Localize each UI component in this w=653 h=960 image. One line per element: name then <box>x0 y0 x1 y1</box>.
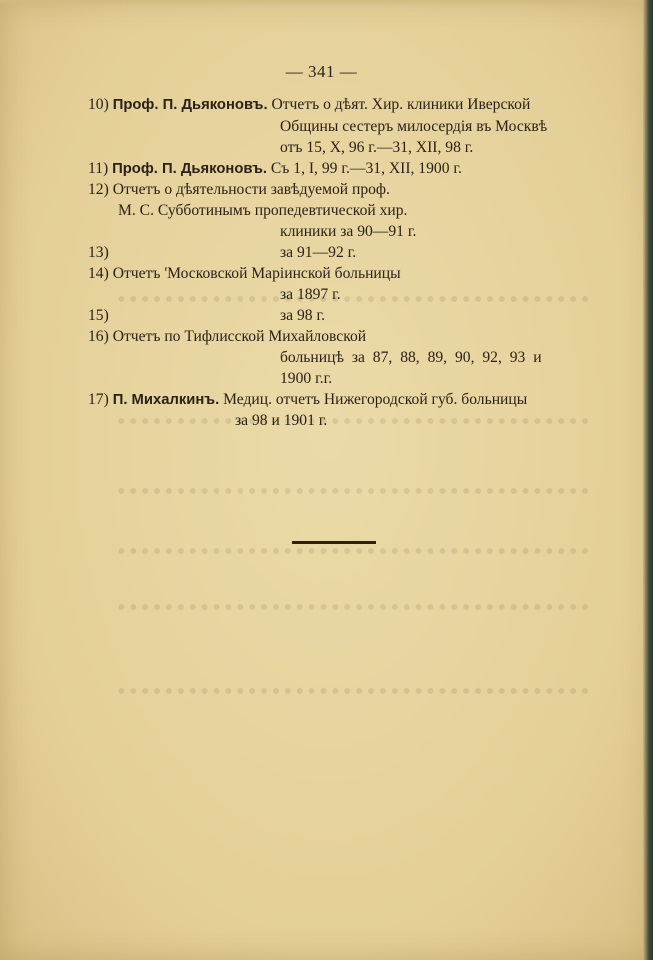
entry-text: Отчетъ по Тифлисской Михайловской <box>112 328 367 345</box>
entry-text: за 1897 г. <box>280 286 341 303</box>
entry-text: больницѣ за 87, 88, 89, 90, 92, 93 и <box>280 349 542 366</box>
entry-17-first-line <box>88 390 527 410</box>
entry-text: Отчетъ 'Московской Маріинской больницы <box>112 265 401 282</box>
entry-text: за 98 и 1901 г. <box>235 412 328 429</box>
entry-text: Отчетъ о дѣят. Хир. клиники Иверской <box>271 96 531 113</box>
entry-text: отъ 15, X, 96 г.—31, XII, 98 г. <box>280 139 474 156</box>
entry-14-first-line <box>88 264 401 284</box>
entry-text: Съ 1, I, 99 г.—31, XII, 1900 г. <box>270 160 462 177</box>
entry-11-first-line <box>88 159 462 179</box>
entry-text: за 98 г. <box>280 307 326 324</box>
entry-text: клиники за 90—91 г. <box>280 223 417 240</box>
entry-number: 14) <box>88 265 109 282</box>
page-number: — 341 — <box>285 62 358 81</box>
entry-12-first-line <box>88 180 390 200</box>
entry-number: 11) <box>88 160 109 177</box>
entry-number: 13) <box>88 244 109 261</box>
entry-number: 16) <box>88 328 109 345</box>
entry-number: 12) <box>88 181 109 198</box>
entry-number: 17) <box>88 391 109 408</box>
entry-text: Общины сестеръ милосердія въ Москвѣ <box>280 118 548 135</box>
page-top-edge <box>0 0 653 6</box>
entry-16-first-line <box>88 327 366 347</box>
entry-text: Медиц. отчетъ Нижегородской губ. больницы <box>223 391 528 408</box>
entry-text: Отчетъ о дѣятельности завѣдуемой проф. <box>112 181 390 198</box>
entry-author: П. Михалкинъ. <box>112 392 220 408</box>
entry-author: Проф. П. Дьяконовъ. <box>112 161 267 177</box>
section-divider-rule <box>292 541 376 544</box>
entry-text: за 91—92 г. <box>280 244 357 261</box>
entry-text: М. С. Субботинымъ пропедевтической хир. <box>118 202 408 219</box>
entry-author: Проф. П. Дьяконовъ. <box>112 97 268 113</box>
entry-text: 1900 г.г. <box>280 370 333 387</box>
page-right-edge <box>643 0 653 960</box>
entry-10-first-line <box>88 95 530 115</box>
entry-number: 10) <box>88 96 109 113</box>
entry-number: 15) <box>88 307 109 324</box>
